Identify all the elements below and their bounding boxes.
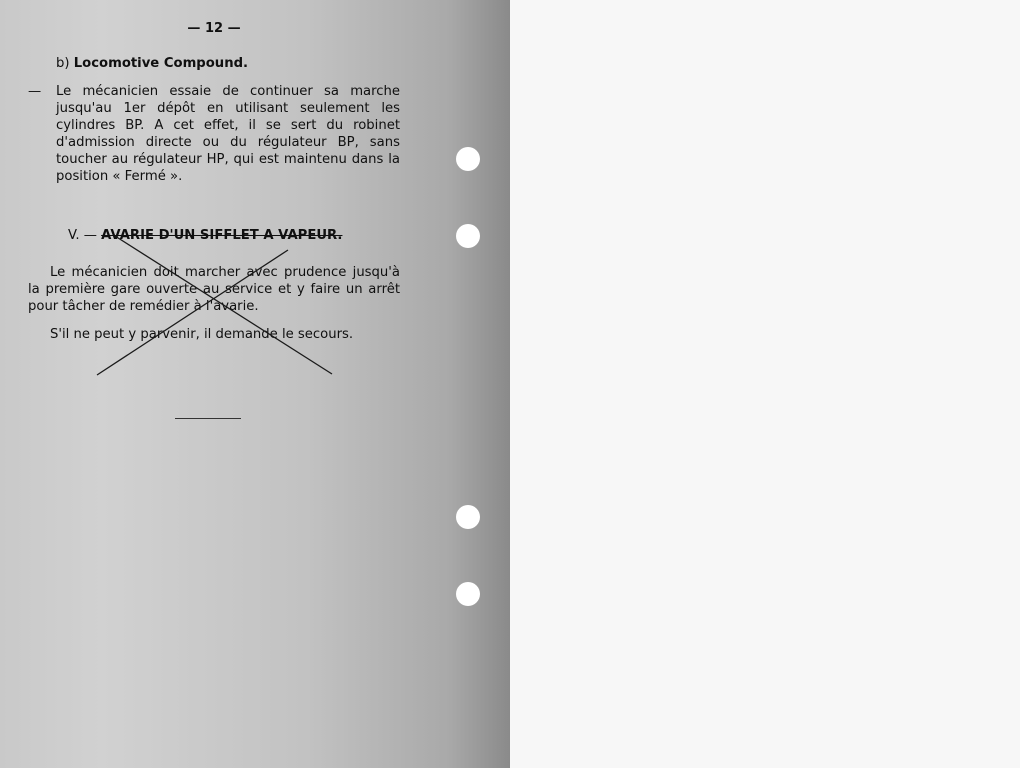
paragraph-1-text: Le mécanicien essaie de continuer sa marche jusqu'au 1er dépôt en utilisant seulement les cylindres BP. A cet effet, il se sert du robinet d'admission directe ou du régulateur BP, sans toucher au régulateur HP, qui est maintenu dans la position « Fermé ».	[56, 84, 400, 184]
dash-mark: —	[28, 84, 42, 99]
cross-stroke-2	[97, 250, 288, 375]
subsection-title: Locomotive Compound.	[73, 56, 249, 71]
subsection-letter: b)	[56, 56, 70, 71]
punch-hole	[456, 505, 480, 529]
paragraph-avarie: Le mécanicien doit marcher avec prudence jusqu'à la première gare ouverte au service et y faire un arrêt pour tâcher de remédier à l'avarie.	[28, 265, 400, 314]
punch-hole	[456, 582, 480, 606]
punch-hole	[456, 224, 480, 248]
page-number: — 12 —	[187, 21, 241, 36]
paragraph-secours: S'il ne peut y parvenir, il demande le secours.	[50, 327, 354, 342]
right-page-blank	[510, 0, 1020, 768]
cross-stroke-1	[115, 236, 332, 374]
punch-hole	[456, 147, 480, 171]
cross-out-mark	[0, 0, 510, 400]
section-number: V. —	[68, 228, 97, 243]
section-divider	[175, 418, 241, 419]
section-title: AVARIE D'UN SIFFLET A VAPEUR.	[101, 228, 343, 243]
